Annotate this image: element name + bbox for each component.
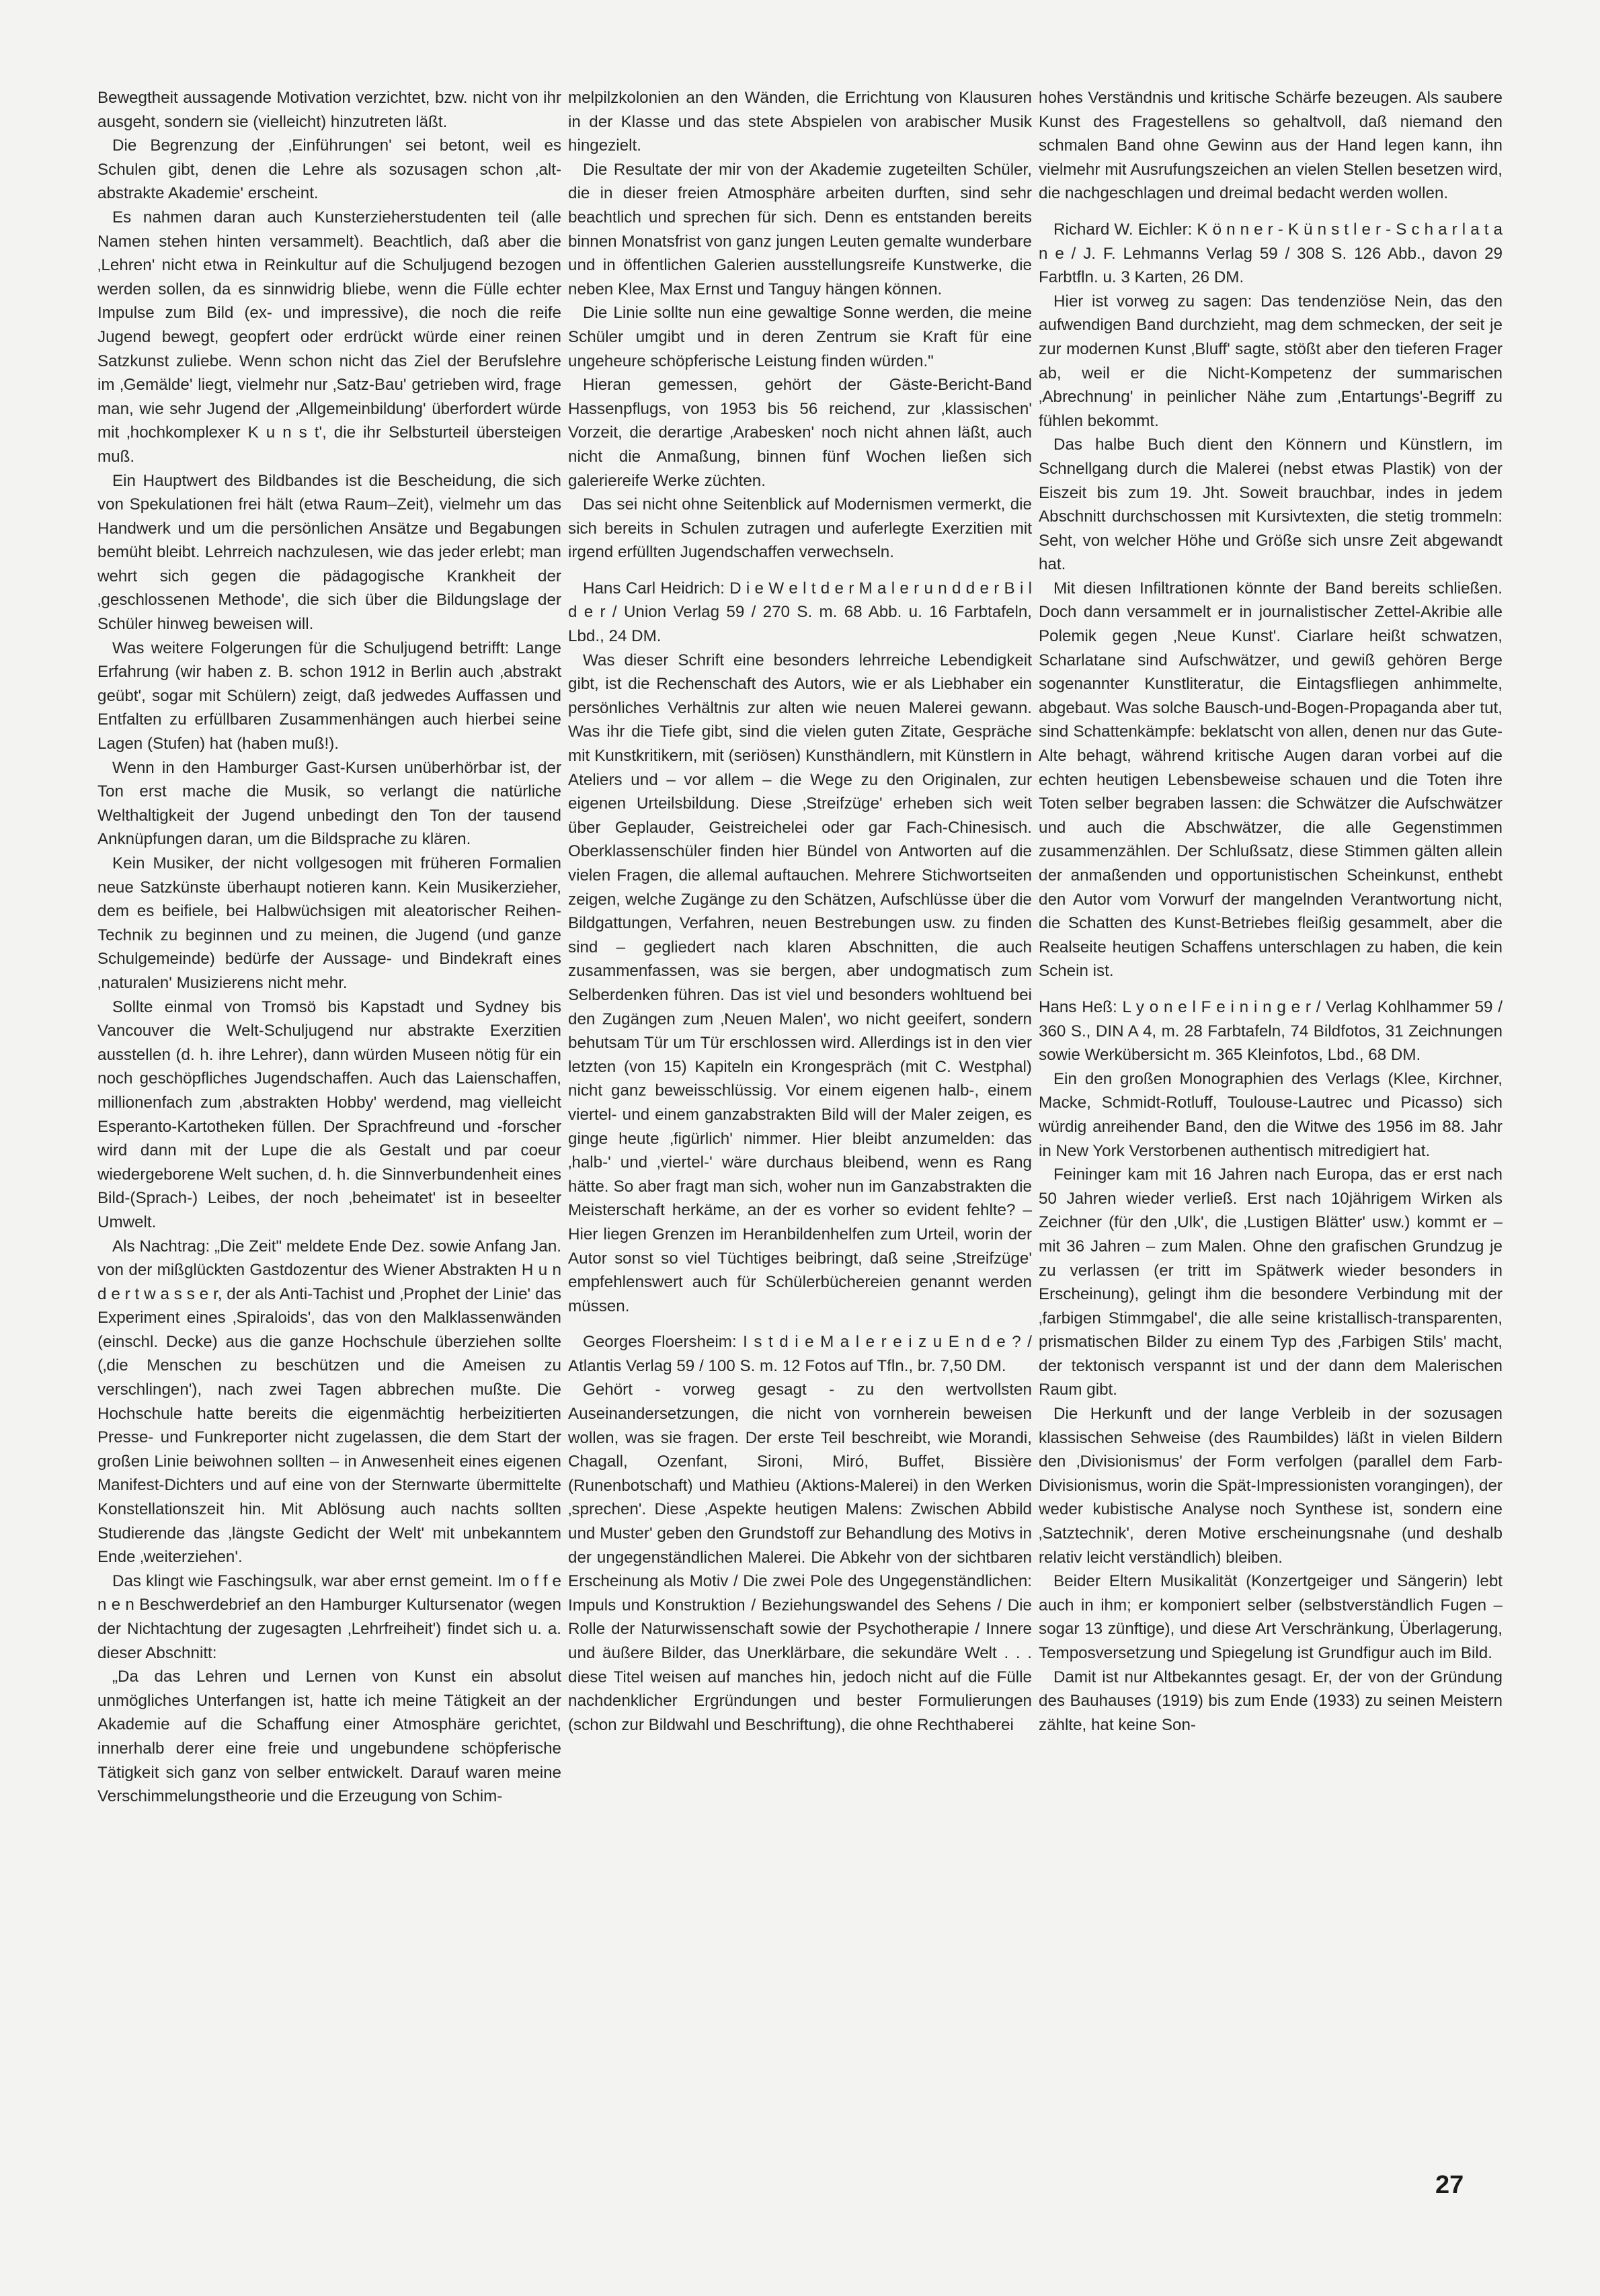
body-paragraph: Die Begrenzung der ‚Einführungen' sei betont, weil es Schulen gibt, denen die Lehre als sozusagen schon ‚alt-abstrakte Akademie' erscheint. [97,136,561,203]
body-paragraph: Das halbe Buch dient den Könnern und Künstlern, im Schnellgang durch die Malerei (nebst etwas Plastik) von der Eiszeit bis zum 19. Jht. Soweit brauchbar, indes in jedem Abschnitt durchschossen mit Kursivtexten, die stetig trommeln: Seht, von welcher Höhe und Größe sich unsre Zeit abgewandt hat. [1039,436,1503,574]
body-paragraph: Feininger kam mit 16 Jahren nach Europa, das er erst nach 50 Jahren wieder verließ. Erst nach 10jährigem Wirken als Zeichner (für den ‚Ulk', die ‚Lustigen Blätter' usw.) kommt er – mit 36 Jahren – zum Malen. Ohne den grafischen Grundzug je zu verlassen (er tritt im Spätwerk wieder besonders in Erscheinung), gelingt ihm die besondere Verbindung mit der ‚farbigen Stimmgabel', die alle seine kristallisch-transparenten, prismatischen Bilder zu einem Typ des ‚Farbigen Stils' macht, der tektonisch verspannt ist und der dann dem Malerischen Raum gibt. [1039,1165,1503,1399]
page-number: 27 [1435,2171,1464,2199]
body-paragraph: Die Resultate der mir von der Akademie zugeteilten Schüler, die in dieser freien Atmosphäre arbeiten durften, sind sehr beachtlich und sprechen für sich. Denn es entstanden bereits binnen Monatsfrist von ganz jungen Leuten gemalte wunderbare und in öffentlichen Galerien ausstellungsreife Kunstwerke, die neben Klee, Max Ernst und Tanguy hängen können. [568,160,1032,298]
body-paragraph: Ein den großen Monographien des Verlags (Klee, Kirchner, Macke, Schmidt-Rotluff, Toulouse-Lautrec und Picasso) sich würdig anreihender Band, den die Witwe des 1956 im 88. Jahr in New York Verstorbenen authentisch mitredigiert hat. [1039,1069,1503,1160]
text-column-left [97,86,561,1809]
body-paragraph: Was dieser Schrift eine besonders lehrreiche Lebendigkeit gibt, ist die Rechenschaft des Autors, wie er als Liebhaber ein persönliches Verhältnis zur alten wie neuen Malerei gewann. Was ihr die Tiefe gibt, sind die vielen guten Zitate, Gespräche mit Kunstkritikern, mit (seriösen) Kunsthändlern, mit Künstlern in Ateliers und – vor allem – die Wege zu den Originalen, zur eigenen Urteilsbildung. Diese ‚Streifzüge' erheben sich weit über Geplauder, Geistreichelei oder gar Fach-Chinesisch. Oberklassenschüler finden hier Bündel von Antworten auf die vielen Fragen, die allemal auftauchen. Mehrere Stichwortseiten zeigen, welche Zugänge zu den Schätzen, Aufschlüsse über die Bildgattungen, Verfahren, neuen Bestrebungen usw. zu finden sind – gegliedert nach klaren Abschnitten, die auch zusammenfassen, was sie bergen, aber undogmatisch zum Selberdenken führen. Das ist viel und besonders wohltuend bei den Zugängen zum ‚Neuen Malen', wo nicht geeifert, sondern behutsam Tür um Tür erschlossen wird. Allerdings ist in den vier letzten (von 15) Kapiteln ein Krongespräch (mit C. Westphal) nicht ganz beweisschlüssig. Vor einem eigenen halb-, einem viertel- und einem ganzabstrakten Bild will der Maler zeigen, es ginge heute ‚figürlich' nimmer. Hier bleibt anzumelden: das ‚halb-' und ‚viertel-' wäre durchaus bleibend, wenn es Rang hätte. So aber fragt man sich, woher nun im Ganzabstrakten die Meisterschaft herkäme, an der es vorher so evident fehlte? – Hier liegen Grenzen im Heranbildenhelfen zum Urteil, worin der Autor sonst so viel Tüchtiges beibringt, daß seine ‚Streifzüge' empfehlenswert auch für Schülerbüchereien genannt werden müssen. [568,651,1032,1315]
body-paragraph: Das klingt wie Faschingsulk, war aber ernst gemeint. Im o f f e n e n Beschwerdebrief an den Hamburger Kultursenator (wegen der Nichtachtung der zugesagten ‚Lehrfreiheit') findet sich u. a. dieser Abschnitt: [97,1571,561,1662]
body-paragraph: Beider Eltern Musikalität (Konzertgeiger und Sängerin) lebt auch in ihm; er komponiert selber (selbstverständlich Fugen – sogar 13 zünftige), und diese Art Verschränkung, Überlagerung, Temposversetzung und Spiegelung ist Grundfigur auch im Bild. [1039,1572,1503,1662]
review-heading-paragraph: Hans Carl Heidrich: D i e W e l t d e r M a l e r u n d d e r B i l d e r / Union Verlag 59 / 270 S. m. 68 Abb. u. 16 Farbtafeln, Lbd., 24 DM. [568,579,1032,646]
body-paragraph: hohes Verständnis und kritische Schärfe bezeugen. Als saubere Kunst des Fragestellens so gehaltvoll, daß niemand den schmalen Band ohne Gewinn aus der Hand legen kann, ihn vielmehr mit Ausrufungszeichen an vielen Stellen besetzen wird, die nachgeschlagen und dreimal bedacht werden wollen. [1039,89,1503,203]
body-paragraph: melpilzkolonien an den Wänden, die Errichtung von Klausuren in der Klasse und das stete Abspielen von arabischer Musik hingezielt. [568,89,1032,155]
body-paragraph: Das sei nicht ohne Seitenblick auf Modernismen vermerkt, die sich bereits in Schulen zutragen und auferlegte Exerzitien mit irgend erfüllten Jugendschaffen verwechseln. [568,495,1032,562]
body-paragraph: Hier ist vorweg zu sagen: Das tendenziöse Nein, das den aufwendigen Band durchzieht, mag dem schmecken, der seit je zur modernen Kunst ‚Bluff' sagte, stößt aber den tieferen Frager ab, weil er die Nicht-Kompetenz der summarischen ‚Abrechnung' in peinlicher Nähe zum ‚Entartungs'-Begriff zu fühlen bekommt. [1039,292,1503,430]
body-paragraph: Wenn in den Hamburger Gast-Kursen unüberhörbar ist, der Ton erst mache die Musik, so verlangt die natürliche Welthaltigkeit der Jugend unbedingt den Ton der tausend Anknüpfungen daran, um die Bildsprache zu klären. [97,758,561,849]
text-column-right [1039,86,1503,1737]
review-heading-paragraph: Hans Heß: L y o n e l F e i n i n g e r / Verlag Kohlhammer 59 / 360 S., DIN A 4, m. 28 Farbtafeln, 74 Bildfotos, 31 Zeichnungen sowie Werkübersicht m. 365 Kleinfotos, Lbd., 68 DM. [1039,997,1503,1065]
body-paragraph: Damit ist nur Altbekanntes gesagt. Er, der von der Gründung des Bauhauses (1919) bis zum Ende (1933) zu seinen Meistern zählte, hat keine Son- [1039,1668,1503,1734]
body-paragraph: Mit diesen Infiltrationen könnte der Band bereits schließen. Doch dann versammelt er in journalistischer Zettel-Akribie alle Polemik gegen ‚Neue Kunst'. Ciarlare heißt schwatzen, Scharlatane sind Aufschwätzer, und gewiß gehören Berge sogenannter Kunstliteratur, die Eintagsfliegen anhimmelte, abgebaut. Was solche Bausch-und-Bogen-Propaganda aber tut, sind Schattenkämpfe: beklatscht von allen, denen nur das Gute-Alte behagt, während kritische Augen daran vorbei auf die echten heutigen Lebensbeweise schauen und die Toten ihre Toten selber begraben lassen: die Schwätzer die Aufschwätzer und auch die Abschwätzer, die alle Gegenstimmen zusammenzählen. Der Schlußsatz, diese Stimmen gälten allein der anmaßenden und opportunistischen Scheinkunst, enthebt den Autor vom Vorwurf der mangelnden Verantwortung nicht, die Schatten des Kunst-Betriebes fleißig gesammelt, aber die Realseite heutigen Schaffens unterschlagen zu haben, die kein Schein ist. [1039,579,1503,981]
body-paragraph: Gehört - vorweg gesagt - zu den wertvollsten Auseinandersetzungen, die nicht von vornherein beweisen wollen, was sie fragen. Der erste Teil beschreibt, wie Morandi, Chagall, Ozenfant, Sironi, Miró, Buffet, Bissière (Runenbotschaft) und Mathieu (Aktions-Malerei) in den Werken ‚sprechen'. Diese ‚Aspekte heutigen Malens: Zwischen Abbild und Muster' geben den Grundstoff zur Behandlung des Motivs in der ungegenständlichen Malerei. Die Abkehr von der sichtbaren Erscheinung als Motiv / Die zwei Pole des Ungegenständlichen: Impuls und Konstruktion / Beziehungswandel des Sehens / Die Rolle der Naturwissenschaft sowie der Psychotherapie / Innere und äußere Bilder, das Unerklärbare, die sekundäre Welt . . . diese Titel weisen auf manches hin, jedoch nicht auf die Fülle nachdenklicher Ergründungen und bester Formulierungen (schon zur Bildwahl und Beschriftung), die ohne Rechthaberei [568,1381,1032,1734]
body-paragraph: Ein Hauptwert des Bildbandes ist die Bescheidung, die sich von Spekulationen frei hält (etwa Raum–Zeit), vielmehr um das Handwerk und um die persönlichen Ansätze und Begabungen bemüht bleibt. Lehrreich nachzulesen, wie das jeder erlebt; man wehrt sich gegen die pädagogische Krankheit der ‚geschlossenen Methode', die sich über die Bildungslage der Schüler hinweg beweisen will. [97,471,561,634]
body-paragraph: Was weitere Folgerungen für die Schuljugend betrifft: Lange Erfahrung (wir haben z. B. schon 1912 in Berlin auch ‚abstrakt geübt', sogar mit Schülern) zeigt, daß jedwedes Auffassen und Entfalten zu erfüllbaren Zusammenhängen auch hierbei seine Lagen (Stufen) hat (haben muß!). [97,639,561,753]
body-paragraph: „Da das Lehren und Lernen von Kunst ein absolut unmögliches Unterfangen ist, hatte ich meine Tätigkeit an der Akademie auf die Schaffung einer Atmosphäre gerichtet, innerhalb derer eine freie und ungebundene schöpferische Tätigkeit sich ganz von selber entwickelt. Darauf waren meine Verschimmelungstheorie und die Erzeugung von Schim- [97,1668,561,1806]
body-paragraph: Hieran gemessen, gehört der Gäste-Bericht-Band Hassenpflugs, von 1953 bis 56 reichend, zur ‚klassischen' Vorzeit, die derartige ‚Arabesken' noch nicht ahnen läßt, auch nicht die Anmaßung, binnen fünf Wochen ließen sich galeriereife Werke züchten. [568,376,1032,490]
body-paragraph: Die Herkunft und der lange Verbleib in der sozusagen klassischen Sehweise (des Raumbildes) läßt in vielen Bildern den ‚Divisionismus' der Form verfolgen (parallel dem Farb-Divisionismus, worin die Spät-Impressionisten vorangingen), der weder kubistische Analyse noch Synthese ist, sondern eine ‚Satztechnik', deren Motive erscheinungsnahe (und deshalb relativ leicht verständlich) bleiben. [1039,1405,1503,1567]
body-paragraph: Kein Musiker, der nicht vollgesogen mit früheren Formalien neue Satzkünste überhaupt notieren kann. Kein Musikerzieher, dem es beifiele, bei Halbwüchsigen mit aleatorischer Reihen-Technik zu beginnen und zu meinen, die Jugend (und ganze Schulgemeinde) bedürfe der Aussage- und Bindekraft eines ‚naturalen' Musizierens nicht mehr. [97,854,561,992]
body-paragraph: Bewegtheit aussagende Motivation verzichtet, bzw. nicht von ihr ausgeht, sondern sie (vielleicht) hinzutreten läßt. [97,89,561,131]
body-paragraph: Es nahmen daran auch Kunsterzieherstudenten teil (alle Namen stehen hinten versammelt). Beachtlich, daß aber die ‚Lehren' nicht etwa in Reinkultur auf die Schuljugend bezogen werden sollen, da es sinnwidrig bliebe, wenn die Fülle echter Impulse zum Bild (ex- und impressive), die noch die reife Jugend bewegt, geopfert oder erdrückt würde einer reinen Satzkunst zuliebe. Wenn schon nicht das Ziel der Berufslehre im ‚Gemälde' liegt, vielmehr nur ‚Satz-Bau' getrieben wird, frage man, wie sehr Jugend der ‚Allgemeinbildung' überfordert würde mit ‚hochkomplexer K u n s t', die ihr Selbsturteil übersteigen muß. [97,208,561,466]
body-paragraph: Die Linie sollte nun eine gewaltige Sonne werden, die meine Schüler umgibt und in deren Zentrum sie Kraft für eine ungeheure schöpferische Leistung finden würden." [568,304,1032,370]
review-heading-paragraph: Richard W. Eichler: K ö n n e r - K ü n s t l e r - S c h a r l a t a n e / J. F. Lehmanns Verlag 59 / 308 S. 126 Abb., davon 29 Farbtfln. u. 3 Karten, 26 DM. [1039,220,1503,287]
body-paragraph: Sollte einmal von Tromsö bis Kapstadt und Sydney bis Vancouver die Welt-Schuljugend nur abstrakte Exerzitien ausstellen (d. h. ihre Lehrer), dann würden Museen nötig für ein noch geschöpfliches Jugendschaffen. Auch das Laienschaffen, millionenfach zum ‚abstrakten Hobby' werdend, mag vielleicht Esperanto-Kartotheken füllen. Der Sprachfreund und -forscher wird dann mit der Lupe die als Gestalt und par coeur wiedergeborene Welt suchen, d. h. die Sinnverbundenheit eines Bild-(Sprach-) Leibes, der noch ‚beheimatet' ist in beseelter Umwelt. [97,997,561,1231]
body-paragraph: Als Nachtrag: „Die Zeit" meldete Ende Dez. sowie Anfang Jan. von der mißglückten Gastdozentur des Wiener Abstrakten H u n d e r t w a s s e r, der als Anti-Tachist und ‚Prophet der Linie' das Experiment eines ‚Spiraloids', das von den Malklassenwänden (einschl. Decke) aus die ganze Hochschule überziehen sollte (‚die Menschen zu beschützen und die Ameisen zu verschlingen'), nach zwei Tagen abbrechen mußte. Die Hochschule hatte bereits die eigenmächtig herbeizitierten Presse- und Funkreporter nicht zugelassen, die dem Start der großen Linie beiwohnen sollten – in Anwesenheit eines eigenen Manifest-Dichters und auf eine von der Sternwarte übermittelte Konstellationszeit hin. Mit Ablösung auch nachts sollten Studierende das ‚längste Gedicht der Welt' mit unbekanntem Ende ‚weiterziehen'. [97,1237,561,1567]
text-column-middle [568,86,1032,1737]
review-heading-paragraph: Georges Floersheim: I s t d i e M a l e r e i z u E n d e ? / Atlantis Verlag 59 / 100 S. m. 12 Fotos auf Tfln., br. 7,50 DM. [568,1333,1032,1375]
